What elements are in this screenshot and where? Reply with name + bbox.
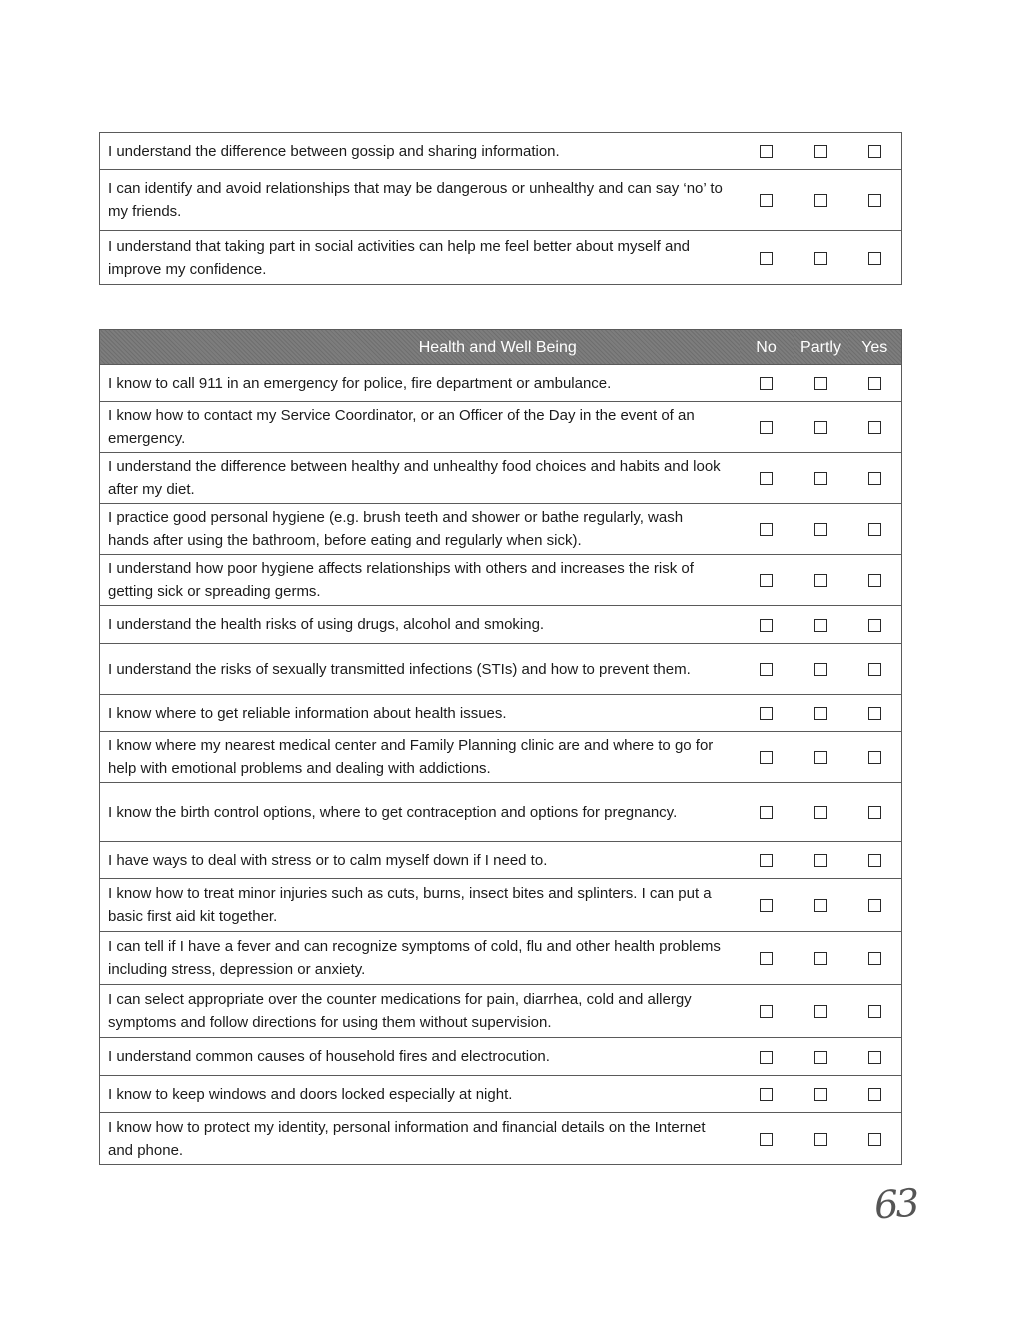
- statement-text: I understand the difference between gossip and sharing information.: [100, 133, 740, 170]
- checkbox-no[interactable]: [760, 194, 773, 207]
- checkbox-partly[interactable]: [814, 145, 827, 158]
- checklist-row: [100, 879, 902, 932]
- checkbox-cell-partly: [794, 695, 848, 732]
- checkbox-cell-no: [740, 133, 794, 170]
- statement-text: I know how to treat minor injuries such as cuts, burns, insect bites and splinters. I can put a basic first aid kit together.: [100, 879, 740, 932]
- column-header-no: No: [740, 330, 794, 365]
- checkbox-partly[interactable]: [814, 377, 827, 390]
- checkbox-yes[interactable]: [868, 1005, 881, 1018]
- checkbox-no[interactable]: [760, 377, 773, 390]
- checkbox-yes[interactable]: [868, 421, 881, 434]
- checkbox-partly[interactable]: [814, 619, 827, 632]
- checkbox-cell-partly: [794, 453, 848, 504]
- checkbox-partly[interactable]: [814, 574, 827, 587]
- checkbox-no[interactable]: [760, 707, 773, 720]
- statement-text: I have ways to deal with stress or to calm myself down if I need to.: [100, 842, 740, 879]
- checklist-row: [100, 985, 902, 1038]
- checkbox-cell-yes: [848, 644, 902, 695]
- checklist-row: [100, 402, 902, 453]
- checkbox-cell-yes: [848, 170, 902, 231]
- checklist-row: [100, 555, 902, 606]
- checklist-row: [100, 1076, 902, 1113]
- checkbox-cell-yes: [848, 231, 902, 285]
- checklist-row: [100, 231, 902, 285]
- checkbox-cell-yes: [848, 453, 902, 504]
- checkbox-cell-yes: [848, 985, 902, 1038]
- statement-text: I know to call 911 in an emergency for police, fire department or ambulance.: [100, 365, 740, 402]
- checkbox-cell-partly: [794, 1076, 848, 1113]
- checklist-row: [100, 783, 902, 842]
- checkbox-yes[interactable]: [868, 806, 881, 819]
- checkbox-yes[interactable]: [868, 145, 881, 158]
- checklist-row: [100, 932, 902, 985]
- checkbox-cell-no: [740, 732, 794, 783]
- checkbox-cell-partly: [794, 555, 848, 606]
- checkbox-partly[interactable]: [814, 1133, 827, 1146]
- checkbox-partly[interactable]: [814, 252, 827, 265]
- checkbox-cell-yes: [848, 1113, 902, 1165]
- checkbox-yes[interactable]: [868, 574, 881, 587]
- checkbox-cell-yes: [848, 879, 902, 932]
- checkbox-no[interactable]: [760, 1051, 773, 1064]
- checkbox-cell-yes: [848, 555, 902, 606]
- statement-text: I know how to contact my Service Coordinator, or an Officer of the Day in the event of an emergency.: [100, 402, 740, 453]
- statement-text: I know the birth control options, where to get contraception and options for pregnancy.: [100, 783, 740, 842]
- checkbox-cell-yes: [848, 932, 902, 985]
- checkbox-cell-yes: [848, 504, 902, 555]
- checkbox-no[interactable]: [760, 252, 773, 265]
- checkbox-cell-no: [740, 1076, 794, 1113]
- checkbox-no[interactable]: [760, 952, 773, 965]
- checkbox-cell-partly: [794, 606, 848, 644]
- health-header-row: [100, 330, 902, 365]
- checkbox-cell-partly: [794, 783, 848, 842]
- checkbox-cell-no: [740, 695, 794, 732]
- checkbox-no[interactable]: [760, 523, 773, 536]
- statement-text: I practice good personal hygiene (e.g. brush teeth and shower or bathe regularly, wash hands after using the bathroom, before eating and regularly when sick).: [100, 504, 740, 555]
- checkbox-yes[interactable]: [868, 377, 881, 390]
- checkbox-cell-no: [740, 170, 794, 231]
- statement-text: I can select appropriate over the counter medications for pain, diarrhea, cold and allergy symptoms and follow directions for using them without supervision.: [100, 985, 740, 1038]
- column-header-partly: Partly: [794, 330, 848, 365]
- checkbox-no[interactable]: [760, 1005, 773, 1018]
- checkbox-partly[interactable]: [814, 1005, 827, 1018]
- checklist-row: [100, 606, 902, 644]
- checklist-row: [100, 644, 902, 695]
- checkbox-partly[interactable]: [814, 806, 827, 819]
- checkbox-no[interactable]: [760, 899, 773, 912]
- checkbox-cell-yes: [848, 1076, 902, 1113]
- statement-text: I understand that taking part in social activities can help me feel better about myself and improve my confidence.: [100, 231, 740, 285]
- checkbox-no[interactable]: [760, 1088, 773, 1101]
- checkbox-partly[interactable]: [814, 523, 827, 536]
- checkbox-cell-no: [740, 932, 794, 985]
- checkbox-cell-partly: [794, 985, 848, 1038]
- checkbox-cell-no: [740, 402, 794, 453]
- checkbox-cell-partly: [794, 504, 848, 555]
- social-checklist-table: [99, 132, 902, 285]
- statement-text: I can identify and avoid relationships that may be dangerous or unhealthy and can say ‘no’ to my friends.: [100, 170, 740, 231]
- checkbox-yes[interactable]: [868, 194, 881, 207]
- statement-text: I understand common causes of household fires and electrocution.: [100, 1038, 740, 1076]
- checkbox-cell-partly: [794, 1038, 848, 1076]
- statement-text: I understand the risks of sexually transmitted infections (STIs) and how to prevent them.: [100, 644, 740, 695]
- checklist-row: [100, 170, 902, 231]
- checkbox-cell-no: [740, 453, 794, 504]
- checkbox-cell-yes: [848, 365, 902, 402]
- checkbox-yes[interactable]: [868, 663, 881, 676]
- checkbox-cell-no: [740, 231, 794, 285]
- checkbox-cell-yes: [848, 402, 902, 453]
- checkbox-partly[interactable]: [814, 663, 827, 676]
- checkbox-yes[interactable]: [868, 619, 881, 632]
- checkbox-cell-partly: [794, 231, 848, 285]
- checkbox-partly[interactable]: [814, 899, 827, 912]
- checkbox-partly[interactable]: [814, 472, 827, 485]
- statement-text: I know where my nearest medical center and Family Planning clinic are and where to go for help with emotional problems and dealing with addictions.: [100, 732, 740, 783]
- checkbox-partly[interactable]: [814, 421, 827, 434]
- checkbox-cell-no: [740, 985, 794, 1038]
- checkbox-no[interactable]: [760, 421, 773, 434]
- checkbox-partly[interactable]: [814, 194, 827, 207]
- health-checklist-table: [99, 329, 902, 1165]
- checkbox-cell-partly: [794, 842, 848, 879]
- checkbox-cell-no: [740, 365, 794, 402]
- checkbox-no[interactable]: [760, 145, 773, 158]
- checkbox-yes[interactable]: [868, 1088, 881, 1101]
- checkbox-no[interactable]: [760, 619, 773, 632]
- checkbox-yes[interactable]: [868, 1133, 881, 1146]
- checkbox-cell-partly: [794, 170, 848, 231]
- checkbox-no[interactable]: [760, 854, 773, 867]
- checklist-row: [100, 695, 902, 732]
- checkbox-yes[interactable]: [868, 899, 881, 912]
- checkbox-cell-partly: [794, 133, 848, 170]
- checkbox-yes[interactable]: [868, 252, 881, 265]
- checkbox-cell-no: [740, 1038, 794, 1076]
- checkbox-cell-no: [740, 1113, 794, 1165]
- checkbox-cell-partly: [794, 1113, 848, 1165]
- checkbox-no[interactable]: [760, 574, 773, 587]
- checkbox-cell-no: [740, 644, 794, 695]
- checkbox-cell-no: [740, 504, 794, 555]
- checkbox-yes[interactable]: [868, 952, 881, 965]
- checkbox-no[interactable]: [760, 1133, 773, 1146]
- checklist-row: [100, 365, 902, 402]
- checkbox-no[interactable]: [760, 751, 773, 764]
- statement-text: I understand how poor hygiene affects relationships with others and increases the risk of getting sick or spreading germs.: [100, 555, 740, 606]
- checklist-row: [100, 732, 902, 783]
- handwritten-page-number: 63: [872, 1180, 918, 1228]
- checkbox-no[interactable]: [760, 663, 773, 676]
- checklist-row: [100, 842, 902, 879]
- checkbox-cell-no: [740, 783, 794, 842]
- checkbox-partly[interactable]: [814, 854, 827, 867]
- checkbox-yes[interactable]: [868, 854, 881, 867]
- checkbox-cell-yes: [848, 732, 902, 783]
- checkbox-cell-partly: [794, 879, 848, 932]
- checklist-row: [100, 504, 902, 555]
- checklist-row: [100, 1038, 902, 1076]
- checkbox-cell-partly: [794, 932, 848, 985]
- checkbox-cell-yes: [848, 695, 902, 732]
- checkbox-yes[interactable]: [868, 523, 881, 536]
- checkbox-cell-partly: [794, 365, 848, 402]
- checkbox-no[interactable]: [760, 806, 773, 819]
- checkbox-partly[interactable]: [814, 1051, 827, 1064]
- checkbox-partly[interactable]: [814, 751, 827, 764]
- statement-text: I know how to protect my identity, personal information and financial details on the Internet and phone.: [100, 1113, 740, 1165]
- checkbox-cell-no: [740, 555, 794, 606]
- checkbox-cell-yes: [848, 842, 902, 879]
- checkbox-cell-yes: [848, 1038, 902, 1076]
- statement-text: I understand the difference between healthy and unhealthy food choices and habits and look after my diet.: [100, 453, 740, 504]
- statement-text: I know to keep windows and doors locked especially at night.: [100, 1076, 740, 1113]
- checkbox-yes[interactable]: [868, 472, 881, 485]
- section-title: Health and Well Being: [100, 330, 740, 365]
- checkbox-cell-partly: [794, 732, 848, 783]
- checkbox-cell-no: [740, 606, 794, 644]
- checkbox-no[interactable]: [760, 472, 773, 485]
- checkbox-yes[interactable]: [868, 751, 881, 764]
- checkbox-cell-yes: [848, 783, 902, 842]
- checklist-row: [100, 453, 902, 504]
- checkbox-yes[interactable]: [868, 1051, 881, 1064]
- column-header-yes: Yes: [848, 330, 902, 365]
- checklist-row: [100, 1113, 902, 1165]
- checkbox-partly[interactable]: [814, 1088, 827, 1101]
- checkbox-cell-no: [740, 879, 794, 932]
- statement-text: I can tell if I have a fever and can recognize symptoms of cold, flu and other health problems including stress, depression or anxiety.: [100, 932, 740, 985]
- checkbox-cell-partly: [794, 402, 848, 453]
- checkbox-cell-yes: [848, 133, 902, 170]
- checkbox-cell-yes: [848, 606, 902, 644]
- checkbox-yes[interactable]: [868, 707, 881, 720]
- statement-text: I know where to get reliable information about health issues.: [100, 695, 740, 732]
- checklist-row: [100, 133, 902, 170]
- checkbox-partly[interactable]: [814, 707, 827, 720]
- checkbox-cell-partly: [794, 644, 848, 695]
- statement-text: I understand the health risks of using drugs, alcohol and smoking.: [100, 606, 740, 644]
- checkbox-cell-no: [740, 842, 794, 879]
- checkbox-partly[interactable]: [814, 952, 827, 965]
